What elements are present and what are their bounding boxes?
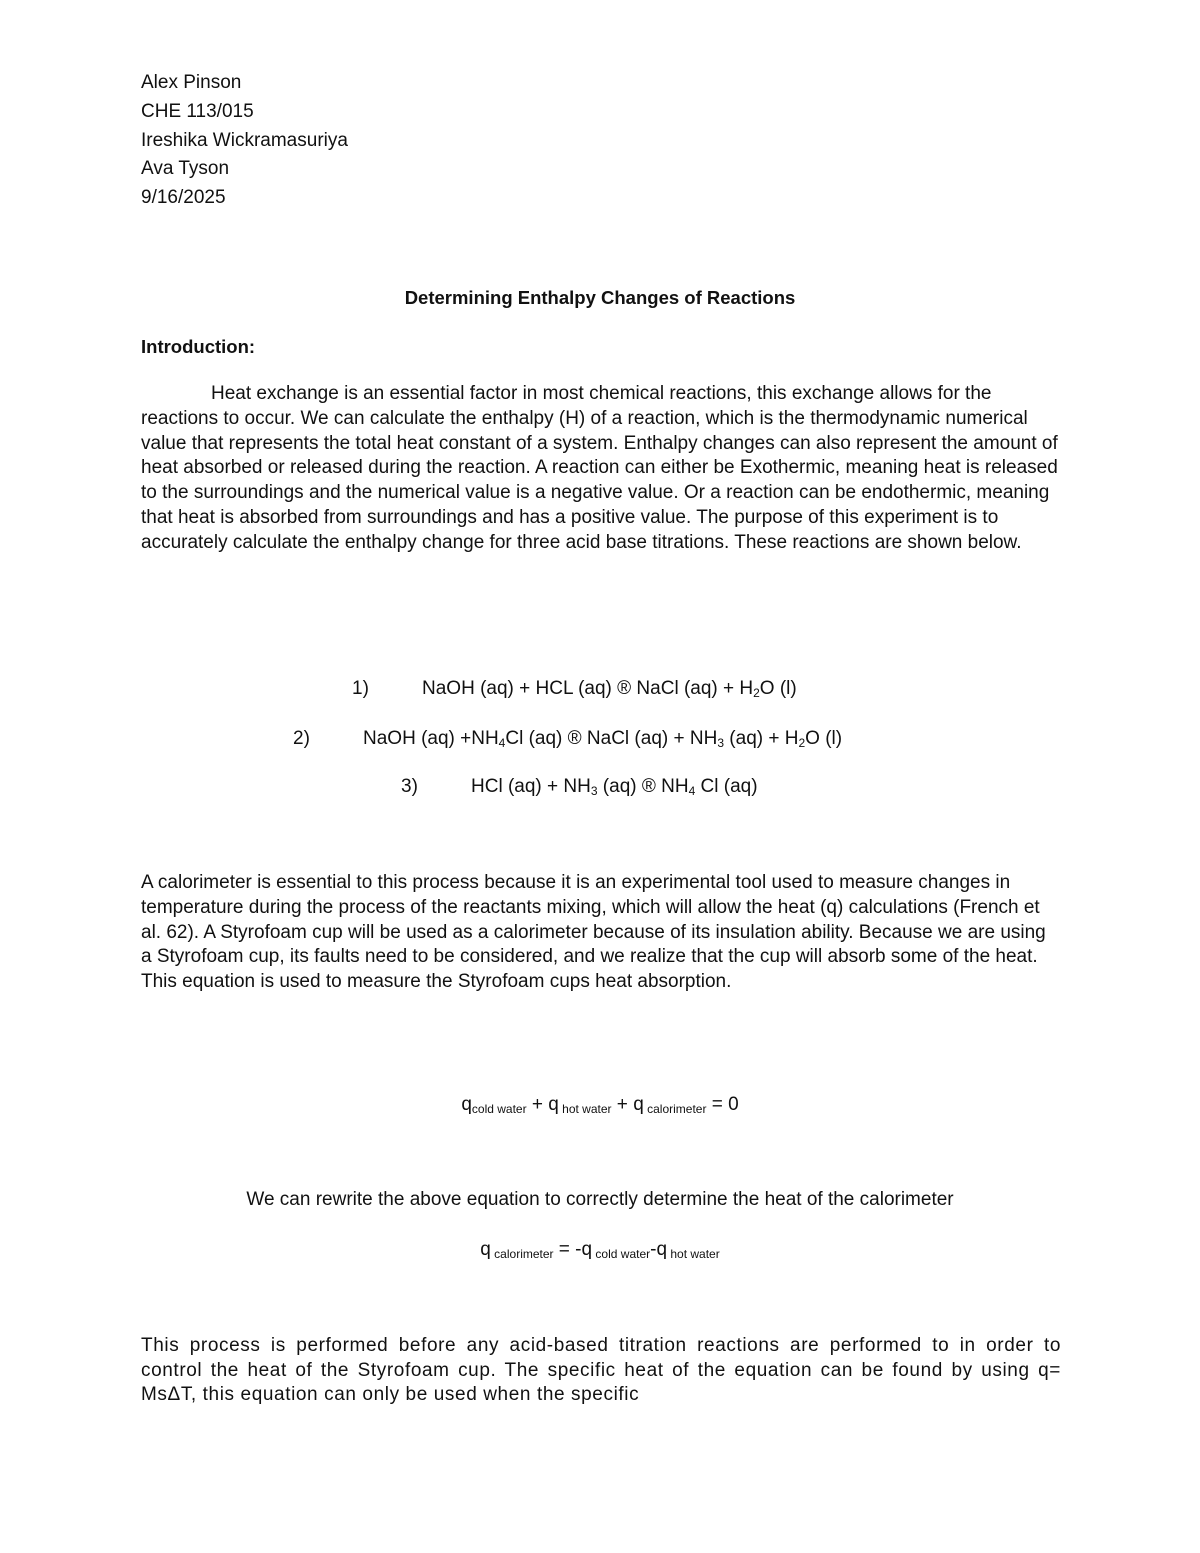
instructor-name: Ireshika Wickramasuriya bbox=[141, 130, 348, 151]
reaction-3: 3) HCl $(aq) + NH_3$ (aq) ® $NH_4$ Cl (aq) bbox=[401, 776, 758, 798]
intro-paragraph-text: Heat exchange is an essential factor in most chemical reactions, this exchange allows for the reactions to occur. We can calculate the enthalpy (H) of a reaction, which is the thermodynamic numerical value that represents the total heat constant of a system. Enthalpy changes can also represent the amount of heat absorbed or released during the reaction. A reaction can either be Exothermic, meaning heat is released to the surroundings and the numerical value is a negative value. Or a reaction can be endothermic, meaning that heat is absorbed from surroundings and has a positive value. The purpose of this experiment is to accurately calculate the enthalpy change for three acid base titrations. These reactions are shown below. bbox=[141, 383, 1058, 553]
process-paragraph: This process is performed before any acid-based titration reactions are performed to in order to control the heat of the Styrofoam cup. The specific heat of the equation can be found by using q= MsΔT, this equation can only be used when the specific bbox=[141, 1335, 1061, 1406]
partner-name: Ava Tyson bbox=[141, 158, 230, 179]
author-name: Alex Pinson bbox=[141, 72, 242, 93]
calorimeter-heat-equation: q calorimeter = -q cold water-q hot water bbox=[480, 1239, 720, 1261]
course-code: CHE 113/015 bbox=[141, 101, 254, 122]
introduction-heading: Introduction: bbox=[141, 336, 256, 357]
calorimeter-paragraph-text: A calorimeter is essential to this process because it is an experimental tool used to measure changes in temperature during the process of the reactants mixing, which will allow the heat (q) calculations (French et al. 62). A Styrofoam cup will be used as a calorimeter because of its insulation ability. Because we are using a Styrofoam cup, its faults need to be considered, and we realize that the cup will absorb some of the heat. This equation is used to measure the Styrofoam cups heat absorption. bbox=[141, 872, 1046, 993]
reaction-1: 1) NaOH (aq) + HCL (aq) ® NaCl $(aq) + H_2O$ (l) bbox=[352, 678, 797, 700]
reaction-2: 2) NaOH $(aq) +NH_4Cl$ (aq) ® NaCl $(aq) + NH_3$ $(aq) + H_2O$ (l) bbox=[293, 728, 843, 750]
calorimeter-paragraph bbox=[141, 871, 1061, 995]
report-date: 9/16/2025 bbox=[141, 187, 226, 208]
rewrite-sentence: We can rewrite the above equation to correctly determine the heat of the calorimeter bbox=[246, 1189, 954, 1210]
heat-balance-equation: qcold water + q hot water + q calorimeter = 0 bbox=[461, 1094, 739, 1116]
intro-paragraph bbox=[141, 382, 1061, 556]
document-title: Determining Enthalpy Changes of Reactions bbox=[404, 287, 796, 308]
